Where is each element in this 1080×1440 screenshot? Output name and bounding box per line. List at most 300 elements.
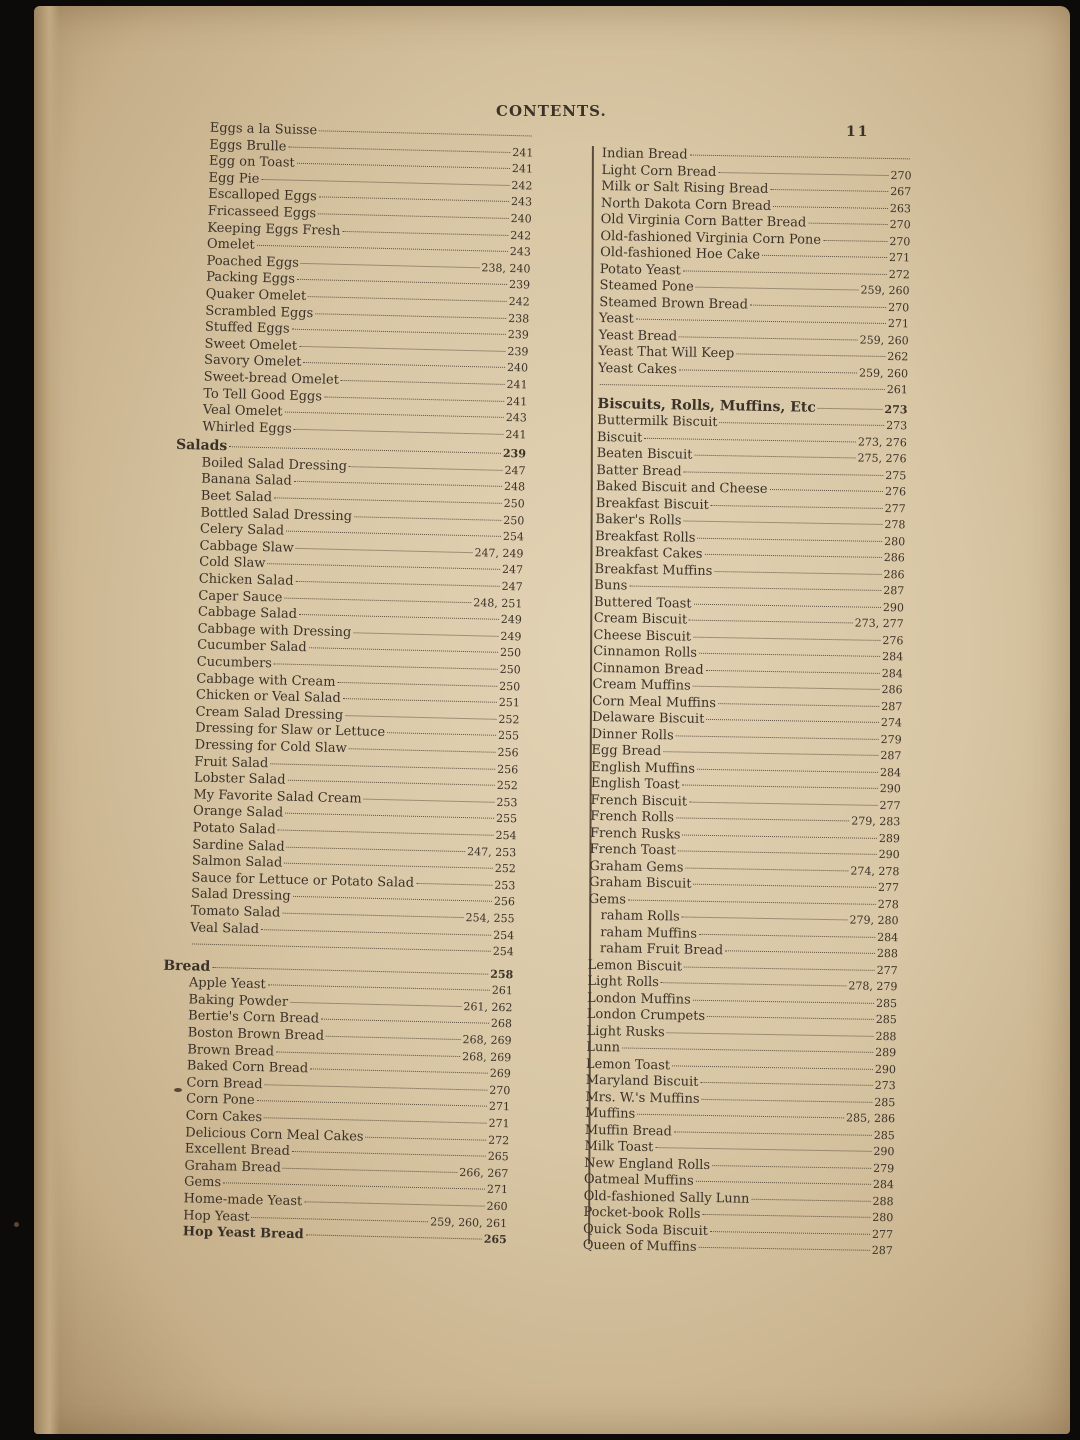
entry-page-numbers: 287 [880,748,902,763]
entry-title: Yeast Cakes [597,360,678,377]
dot-leader [628,899,876,904]
entry-title: Graham Bread [184,1158,282,1176]
dot-leader [364,798,495,802]
entry-page-numbers: 260 [486,1199,508,1214]
entry-title: French Rolls [590,808,675,826]
entry-page-numbers: 288 [875,1029,897,1043]
entry-title: Light Rolls [587,973,659,991]
entry-title: Eggs a la Suisse [209,120,318,139]
entry-title: Savory Omelet [203,352,302,371]
dot-leader [685,867,848,871]
entry-title: Fricasseed Eggs [207,203,317,222]
entry-title: Egg on Toast [208,153,295,171]
entry-title: Dinner Rolls [591,726,674,743]
entry-title: Batter Bread [596,462,682,479]
entry-title: To Tell Good Eggs [203,386,323,404]
dot-leader [278,829,494,835]
entry-title: Corn Bread [186,1075,263,1093]
entry-title: London Muffins [586,990,691,1008]
dot-leader [694,603,881,607]
entry-title: Apple Yeast [188,975,266,993]
entry-title: Cabbage with Cream [196,671,336,690]
entry-page-numbers: 270 [889,218,911,232]
entry-page-numbers: 267 [890,185,912,199]
entry-page-numbers: 279 [873,1161,895,1175]
entry-page-numbers: 243 [510,195,533,209]
entry-title: Queen of Muffins [582,1237,697,1255]
entry-title: Yeast Bread [598,327,678,344]
entry-page-numbers: 240 [510,211,532,226]
entry-title: Egg Bread [591,742,662,760]
entry-title: Boston Brown Bread [187,1025,325,1044]
entry-title: Potato Salad [192,820,276,838]
entry-page-numbers: 278, 279 [848,979,898,994]
dot-leader [285,412,504,418]
entry-page-numbers: 269 [489,1067,511,1081]
entry-page-numbers: 239 [507,344,529,359]
entry-title: Old-fashioned Hoe Cake [600,244,761,263]
entry-title: My Favorite Salad Cream [193,787,362,807]
entry-page-numbers: 256 [497,762,519,776]
entry-page-numbers: 251 [498,696,521,710]
entry-page-numbers: 239 [507,328,530,342]
dot-leader [684,520,883,524]
entry-title: Yeast [598,310,634,327]
dot-leader [261,179,509,186]
dot-leader [324,396,504,401]
entry-title: French Toast [589,841,677,859]
dot-leader [720,422,885,426]
dot-leader [308,296,507,302]
entry-page-numbers: 280 [884,534,906,548]
dot-leader [808,223,887,225]
dot-leader [672,1065,873,1070]
entry-title: Dressing for Cold Slaw [194,737,347,757]
dot-leader [284,863,493,869]
dot-leader [702,1098,873,1102]
entry-page-numbers: 273 [886,419,908,433]
entry-page-numbers: 270 [888,300,910,314]
dot-leader [354,516,501,521]
entry-title: Quick Soda Biscuit [582,1221,709,1239]
entry-page-numbers: 284 [880,765,902,779]
dot-leader [770,189,888,192]
entry-page-numbers: 249 [500,629,522,644]
entry-page-numbers: 252 [496,779,518,793]
dot-leader [710,1231,870,1235]
worn-page-edge [34,6,60,1434]
dot-leader [264,1117,487,1123]
entry-title: Escalloped Eggs [208,186,317,205]
dot-leader [274,663,498,669]
entry-title: Breakfast Cakes [594,544,703,562]
entry-title: Lunn [586,1039,621,1056]
dot-leader [287,780,494,786]
dot-leader [286,531,501,537]
entry-title: Packing Eggs [205,269,296,288]
dot-leader [310,1069,488,1074]
entry-page-numbers: 285 [875,996,898,1010]
entry-title: Corn Cakes [185,1108,263,1126]
dot-leader [292,329,506,335]
entry-page-numbers: 270 [890,168,912,182]
entry-title: Biscuits, Rolls, Muffins, Etc [597,395,816,416]
entry-page-numbers: 247, 249 [474,546,524,561]
dot-leader [699,1247,870,1251]
entry-page-numbers: 256 [493,895,516,909]
entry-title: Corn Pone [185,1091,255,1109]
entry-page-numbers: 265 [483,1232,507,1247]
entry-title: Quaker Omelet [205,286,307,304]
dot-leader [299,346,505,352]
entry-title: Lobster Salad [193,770,286,788]
entry-title: raham Rolls [600,908,680,925]
dot-leader [706,669,880,673]
book-page [34,6,1070,1434]
dot-leader [319,130,532,136]
entry-title: raham Fruit Bread [599,941,724,959]
dot-leader [693,999,874,1003]
entry-title: Tomato Salad [190,903,281,921]
entry-title: Buttermilk Biscuit [597,412,718,431]
dot-leader [770,489,883,492]
entry-page-numbers: 249 [500,613,523,627]
dot-leader [306,1234,482,1239]
entry-page-numbers: 254 [502,530,525,544]
entry-page-numbers: 241 [506,377,528,392]
entry-page-numbers: 241 [506,394,528,408]
entry-title: Steamed Pone [599,277,694,295]
entry-title: Potato Yeast [599,261,681,278]
entry-page-numbers: 279 [880,732,902,746]
dot-leader [667,1032,874,1037]
entry-title: Cabbage with Dressing [197,621,352,641]
entry-title: Cabbage Salad [197,604,298,623]
entry-title: Breakfast Biscuit [595,495,709,513]
dot-leader [353,632,498,637]
dot-leader [705,554,882,558]
dot-leader [299,614,499,620]
entry-title: Cabbage Slaw [199,538,294,556]
dot-leader [679,336,858,340]
entry-page-numbers: 271 [488,1100,511,1114]
entry-page-numbers: 241 [512,145,534,160]
entry-title: Steamed Brown Bread [599,294,749,313]
dot-leader [818,407,883,409]
dot-leader [297,279,507,285]
entry-title: English Toast [590,775,680,793]
entry-page-numbers: 284 [872,1177,895,1192]
entry-page-numbers: 284 [877,930,899,944]
entry-page-numbers: 259, 260 [860,283,910,298]
dot-leader [297,163,510,169]
entry-page-numbers: 255 [495,812,518,826]
dot-leader [682,917,848,921]
dot-leader [321,1019,489,1024]
entry-page-numbers: 268 [490,1017,513,1031]
dot-leader [706,719,879,723]
dot-leader [674,1131,872,1135]
dot-leader [693,884,876,888]
dot-leader [268,985,490,991]
dot-leader [700,1082,872,1086]
entry-title: Caper Sauce [198,588,283,606]
entry-page-numbers: 279, 283 [851,814,901,829]
entry-title: Excellent Bread [184,1141,291,1160]
entry-title: Poached Eggs [206,253,300,271]
entry-page-numbers: 253 [494,878,516,893]
dot-leader [416,883,492,886]
entry-page-numbers: 284 [882,649,904,664]
entry-page-numbers: 290 [874,1062,897,1076]
entry-title: Eggs Brulle [209,137,287,155]
dot-leader [661,982,847,986]
dot-leader [714,571,881,575]
entry-page-numbers: 261 [491,984,513,998]
entry-page-numbers: 276 [884,484,907,499]
entry-title: Cream Biscuit [593,610,688,628]
dot-leader [257,245,508,252]
entry-title: Baked Biscuit and Cheese [595,478,768,497]
dot-leader [349,466,503,471]
dot-leader [387,733,496,737]
entry-page-numbers: 277 [879,798,901,812]
entry-title: Old-fashioned Virginia Corn Pone [600,228,822,248]
entry-page-numbers: 247, 253 [467,844,517,859]
entry-title: Milk Toast [584,1138,654,1156]
entry-title: Bottled Salad Dressing [200,505,353,524]
dot-leader [326,1036,461,1040]
dot-leader [264,1084,487,1090]
dot-leader [684,471,884,475]
entry-title: Muffin Bread [584,1122,673,1139]
entry-page-numbers: 277 [884,501,906,515]
dot-leader [303,362,505,368]
entry-title: Hop Yeast [183,1207,250,1225]
entry-title: Sweet-bread Omelet [203,369,340,388]
entry-title: Egg Pie [208,170,260,187]
entry-title: Brown Bread [187,1042,275,1060]
entry-title: Sauce for Lettuce or Potato Salad [191,870,415,891]
entry-page-numbers: 259, 260 [858,366,909,380]
entry-page-numbers: 265 [487,1149,509,1164]
dot-leader [284,597,471,603]
dot-leader [282,913,463,918]
entry-title: Light Corn Bread [601,162,717,180]
dot-leader [290,1002,461,1007]
entry-page-numbers: 263 [889,201,912,215]
entry-title: Delicious Corn Meal Cakes [185,1124,364,1145]
entry-title: Bertie's Corn Bread [187,1008,320,1028]
dot-leader [294,428,504,434]
dot-leader [693,636,880,640]
entry-page-numbers: 254 [495,828,517,843]
entry-page-numbers: 286 [883,550,905,565]
dot-leader [274,497,502,504]
entry-title: Boiled Salad Dressing [201,455,348,474]
entry-title: Mrs. W.'s Muffins [585,1089,700,1107]
entry-page-numbers: 258 [490,967,514,981]
dot-leader [697,537,882,541]
entry-title: Baking Powder [188,992,289,1010]
entry-title: Home-made Yeast [183,1191,303,1210]
entry-page-numbers: 243 [505,411,527,425]
dot-leader [693,686,880,690]
entry-title: Cream Muffins [592,676,691,694]
entry-page-numbers: 247 [501,563,524,577]
entry-page-numbers: 290 [873,1144,895,1159]
entry-page-numbers: 261 [886,383,908,397]
dot-leader [366,1136,487,1140]
dot-leader [712,1165,871,1169]
dot-leader [296,548,473,553]
dot-leader [682,834,877,838]
entry-page-numbers: 262 [887,350,909,364]
entry-page-numbers: 241 [505,427,527,442]
dot-leader [292,1151,486,1157]
entry-title: Bread [163,957,211,975]
entry-title: Chicken or Veal Salad [195,687,341,707]
entry-title: Cream Salad Dressing [195,704,344,723]
entry-page-numbers: 274, 278 [850,863,900,878]
entry-page-numbers: 268, 269 [462,1033,512,1048]
dot-leader [212,967,488,975]
dot-leader [679,369,857,373]
entry-page-numbers: 239 [502,447,527,461]
dot-leader [683,270,887,275]
entry-title: Baker's Rolls [595,511,682,529]
entry-page-numbers: 266, 267 [459,1165,509,1181]
entry-page-numbers: 270 [489,1083,511,1098]
dot-leader [676,735,879,740]
entry-page-numbers: 286 [881,682,903,697]
entry-title: raham Muffins [600,924,698,942]
entry-page-numbers: 276 [882,633,904,647]
entry-title: Indian Bread [601,146,688,163]
entry-title: Beaten Biscuit [596,445,693,463]
entry-page-numbers: 242 [510,228,532,243]
entry-page-numbers: 273 [874,1078,896,1093]
entry-page-numbers: 250 [503,513,525,528]
dot-leader [751,1198,870,1201]
entry-page-numbers: 238 [508,311,530,326]
entry-title: Stuffed Eggs [204,319,290,337]
entry-title: Buns [594,577,628,594]
entry-page-numbers: 259, 260, 261 [430,1214,508,1230]
page-header: CONTENTS. [496,102,607,120]
entry-title: Orange Salad [192,803,284,821]
entry-page-numbers: 274 [880,715,903,730]
dot-leader [699,653,880,657]
dot-leader [702,1214,870,1218]
entry-page-numbers: 271 [888,251,911,265]
entry-page-numbers: 287 [881,699,903,713]
entry-title: Chicken Salad [198,571,294,589]
dot-leader [288,146,510,152]
dot-leader [644,437,856,442]
entry-page-numbers: 252 [498,712,520,727]
entry-page-numbers: 247 [504,463,526,478]
entry-page-numbers: 273 [884,402,908,416]
entry-page-numbers: 250 [499,662,521,677]
dot-leader [192,944,491,952]
dot-leader [622,1047,873,1052]
entry-page-numbers: 289 [878,831,901,845]
entry-title: Omelet [206,236,255,253]
dot-leader [697,768,878,772]
entry-page-numbers: 248 [503,480,526,494]
entry-page-numbers: 277 [877,880,900,895]
dot-leader [345,715,496,720]
entry-page-numbers: 254 [493,928,515,942]
entry-page-numbers: 277 [871,1227,894,1241]
entry-page-numbers: 270 [889,234,911,248]
entry-title: Cinnamon Bread [592,660,704,678]
dot-leader [699,933,875,937]
entry-title: Keeping Eggs Fresh [207,220,341,239]
dot-leader [276,1051,460,1057]
dot-leader [684,966,875,970]
entry-title: Light Rusks [586,1023,665,1040]
dot-leader [229,446,501,454]
dot-leader [337,682,497,687]
entry-page-numbers: 254 [492,944,514,959]
entry-page-numbers: 242 [511,178,533,193]
entry-title: Banana Salad [201,471,292,490]
entry-title: Yeast That Will Keep [598,343,735,362]
entry-title: Dressing for Slaw or Lettuce [194,720,386,741]
entry-page-numbers: 288 [872,1194,894,1208]
entry-page-numbers: 271 [488,1116,510,1131]
entry-page-numbers: 285 [874,1095,896,1109]
entry-page-numbers: 287 [871,1243,893,1258]
entry-title: Graham Biscuit [589,874,692,892]
entry-title: Veal Omelet [202,402,283,420]
dot-leader [318,213,509,219]
entry-page-numbers: 285 [875,1012,897,1027]
entry-page-numbers: 242 [508,294,530,309]
entry-title: Breakfast Muffins [594,561,713,579]
dot-leader [725,950,875,954]
entry-title: Sardine Salad [192,836,285,855]
dot-leader [223,1183,485,1190]
dot-leader [736,353,885,357]
entry-page-numbers: 273, 277 [854,616,904,631]
entry-title: Milk or Salt Rising Bread [601,178,769,197]
entry-page-numbers: 288 [876,946,899,961]
entry-page-numbers: 285, 286 [845,1111,896,1126]
entry-page-numbers: 279, 280 [849,913,899,928]
dot-leader [694,455,855,459]
entry-page-numbers: 284 [881,666,903,680]
entry-page-numbers: 241 [511,162,534,176]
dot-leader [696,1181,871,1185]
dot-leader [304,1201,484,1206]
dot-leader [341,380,505,385]
entry-title: Salmon Salad [191,853,283,871]
dot-leader [655,1147,871,1152]
dot-leader [690,155,910,160]
entry-title: Breakfast Rolls [595,528,696,546]
entry-title: Old-fashioned Sally Lunn [583,1188,750,1207]
page-number: 11 [846,124,870,140]
entry-title: Lemon Toast [585,1056,671,1073]
dot-leader [750,304,886,307]
entry-page-numbers: 290 [882,600,905,614]
entry-title: New England Rolls [584,1155,711,1173]
entry-page-numbers: 240 [506,361,529,375]
entry-title: Muffins [584,1105,636,1122]
